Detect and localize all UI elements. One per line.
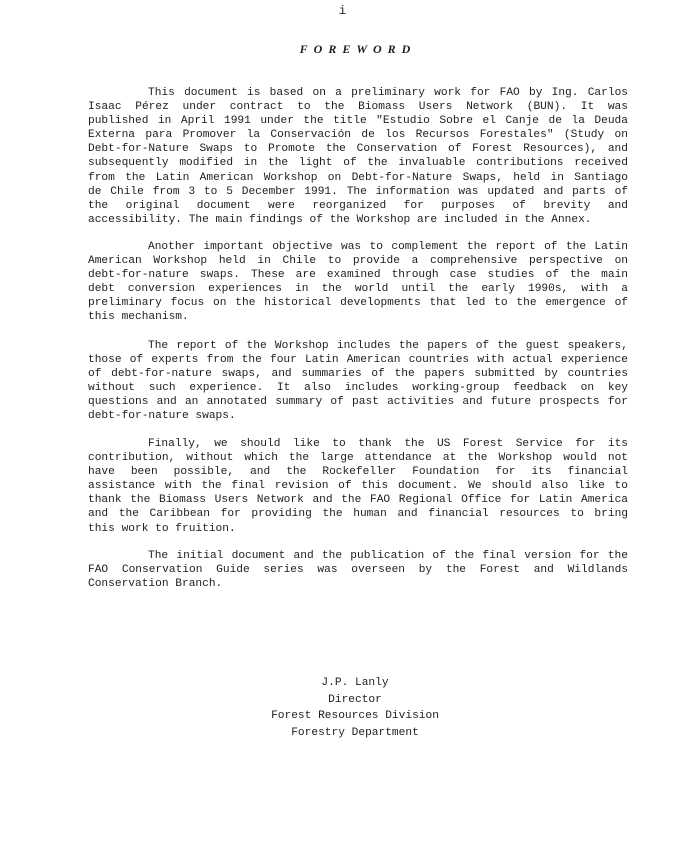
paragraph-line: accessibility. The main findings of the Workshop are included in the Annex. xyxy=(88,213,592,226)
paragraph-line: this work to fruition. xyxy=(88,522,236,535)
paragraph xyxy=(88,549,628,591)
paragraph-line: This document is based on a preliminary work for FAO by Ing. Carlos xyxy=(148,87,628,99)
signature-block xyxy=(0,675,675,741)
paragraph-line: those of experts from the four Latin American countries with actual experience xyxy=(88,354,628,367)
paragraph xyxy=(88,86,628,227)
paragraph-line: Debt-for-Nature Swaps to Promote the Conservation of Forest Resources), and xyxy=(88,143,628,156)
page-title: FOREWORD xyxy=(299,42,417,56)
paragraph-line: FAO Conservation Guide series was overseen by the Forest and Wildlands xyxy=(88,564,628,577)
paragraph-line: and the Caribbean for providing the human and financial resources to bring xyxy=(88,508,628,521)
paragraph-line: this mechanism. xyxy=(88,311,189,324)
paragraph-line: Finally, we should like to thank the US Forest Service for its xyxy=(148,438,628,450)
paragraph-line: have been possible, and the Rockefeller Foundation for its financial xyxy=(88,466,628,479)
paragraph-line: the original document were reorganized for purposes of brevity and xyxy=(88,199,628,212)
paragraph xyxy=(88,339,628,424)
signature-role: Director xyxy=(328,693,382,706)
paragraph-line: of debt-for-nature swaps, and summaries of the papers submitted by countries xyxy=(88,368,628,381)
paragraph-line: from the Latin American Workshop on Debt-for-Nature Swaps, held in Santiago xyxy=(88,171,628,184)
paragraph-line: assistance with the final revision of this document. We should also like to xyxy=(88,480,628,493)
paragraph-line: Conservation Branch. xyxy=(88,578,223,591)
paragraph-line: questions and an annotated summary of past activities and future prospects for xyxy=(88,396,628,409)
paragraph-line: American Workshop held in Chile to provide a comprehensive perspective on xyxy=(88,255,628,268)
paragraph-line: Another important objective was to complement the report of the Latin xyxy=(148,241,628,253)
paragraph-line: published in April 1991 under the title "Estudio Sobre el Canje de la Deuda xyxy=(88,115,628,128)
paragraph-line: Externa para Promover la Conservación de los Recursos Forestales" (Study on xyxy=(88,129,628,142)
paragraph-line: Isaac Pérez under contract to the Biomass Users Network (BUN). It was xyxy=(88,101,628,114)
paragraph-line: subsequently modified in the light of the invaluable contributions received xyxy=(88,157,628,170)
paragraph-line: The report of the Workshop includes the papers of the guest speakers, xyxy=(148,340,628,352)
paragraph xyxy=(88,437,628,536)
page-number: i xyxy=(338,4,347,18)
paragraph xyxy=(88,240,628,325)
paragraph-line: The initial document and the publication of the final version for the xyxy=(148,550,628,562)
paragraph-line: preliminary focus on the historical developments that led to the emergence of xyxy=(88,297,628,310)
signature-name: J.P. Lanly xyxy=(321,677,389,689)
paragraph-line: debt conversion experiences in the world until the early 1990s, with a xyxy=(88,283,628,296)
paragraph-line: thank the Biomass Users Network and the FAO Regional Office for Latin America xyxy=(88,494,628,507)
paragraph-line: contribution, without which the large attendance at the Workshop would not xyxy=(88,452,628,465)
paragraph-line: debt-for-nature swaps. xyxy=(88,410,236,423)
paragraph-line: debt-for-nature swaps. These are examined through case studies of the main xyxy=(88,269,628,282)
signature-department: Forestry Department xyxy=(291,726,419,739)
paragraph-line: de Chile from 3 to 5 December 1991. The information was updated and parts of xyxy=(88,185,628,198)
signature-division: Forest Resources Division xyxy=(271,710,439,722)
paragraph-line: without such experience. It also includes working-group feedback on key xyxy=(88,382,628,395)
